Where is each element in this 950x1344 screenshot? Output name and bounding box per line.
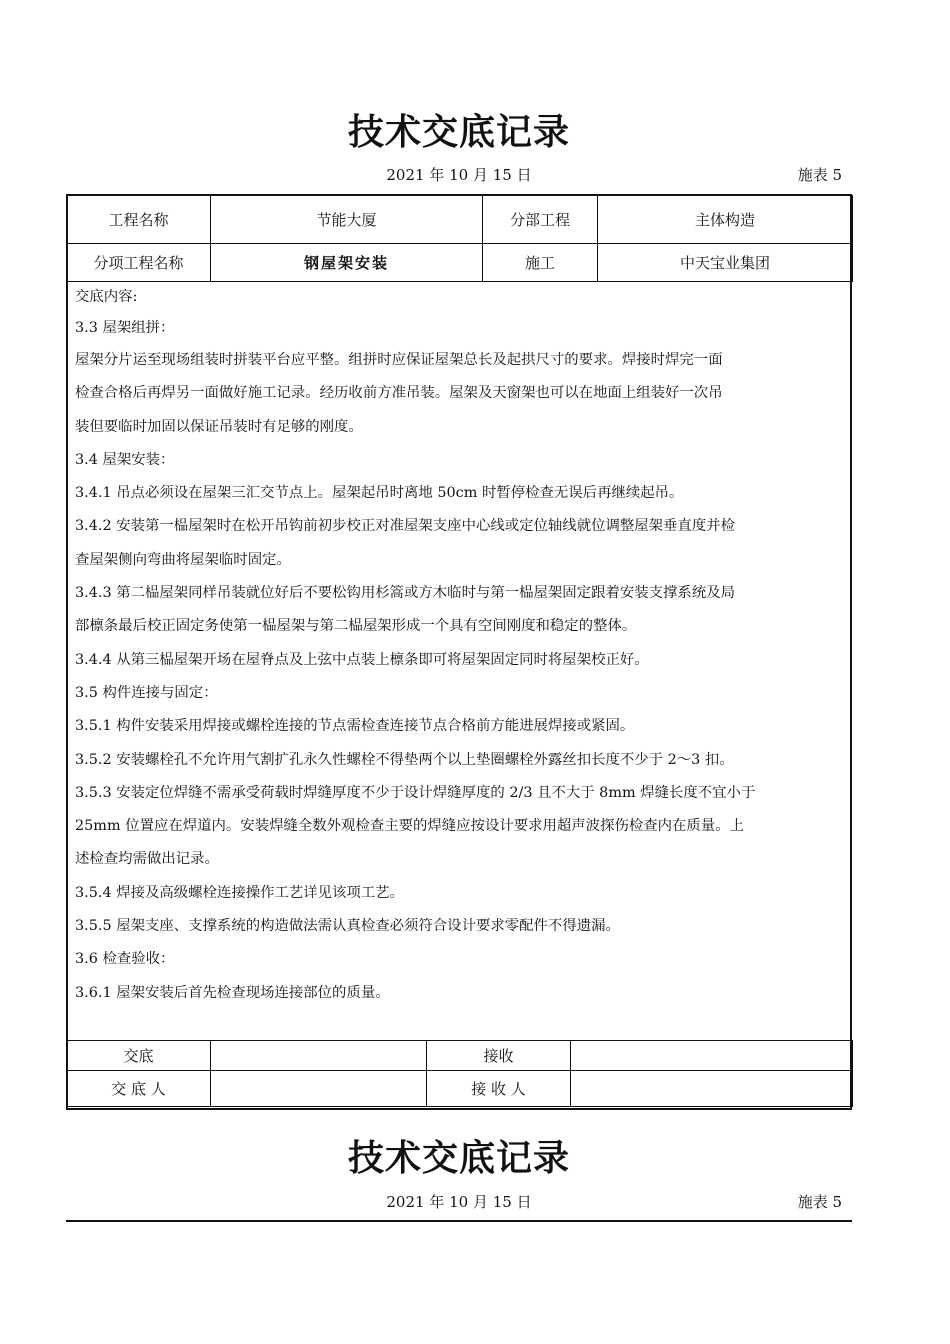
content-line: 3.4.3 第二榀屋架同样吊装就位好后不要松钩用杉篙或方木临时与第一榀屋架固定跟着安装支撑系统及局 bbox=[75, 585, 735, 602]
content-line: 3.5.1 构件安装采用焊接或螺栓连接的节点需检查连接节点合格前方能进展焊接或紧固。 bbox=[75, 718, 635, 735]
content-line: 部檩条最后校正固定务使第一榀屋架与第二榀屋架形成一个具有空间刚度和稳定的整体。 bbox=[75, 618, 637, 635]
page-title: 技术交底记录 bbox=[347, 1138, 570, 1179]
division-value: 主体构造 bbox=[598, 196, 853, 244]
receive-label: 接收 bbox=[427, 1041, 571, 1071]
page-title: 技术交底记录 bbox=[347, 112, 570, 153]
content-line: 3.5 构件连接与固定： bbox=[75, 684, 218, 701]
receive-field bbox=[571, 1041, 853, 1071]
content-line: 3.5.5 屋架支座、支撑系统的构造做法需认真检查必须符合设计要求零配件不得遗漏。 bbox=[75, 918, 620, 935]
content-line: 3.6 检查验收： bbox=[75, 951, 175, 968]
content-line: 检查合格后再焊另一面做好施工记录。经历收前方准吊装。屋架及天窗架也可以在地面上组装好一次吊 bbox=[75, 385, 723, 402]
content-line: 3.6.1 屋架安装后首先检查现场连接部位的质量。 bbox=[75, 984, 390, 1001]
construction-label: 施工 bbox=[483, 244, 598, 282]
content-line: 3.4.4 从第三榀屋架开场在屋脊点及上弦中点装上檩条即可将屋架固定同时将屋架校正好。 bbox=[75, 651, 649, 668]
content-line: 屋架分片运至现场组装时拼装平台应平整。组拼时应保证屋架总长及起拱尺寸的要求。焊接时焊完一面 bbox=[75, 352, 723, 368]
handover-label: 交底 bbox=[67, 1041, 211, 1071]
content-line: 25mm 位置应在焊道内。安装焊缝全数外观检查主要的焊缝应按设计要求用超声波探伤检查内在质量。上 bbox=[75, 818, 744, 835]
receiver-field bbox=[571, 1071, 853, 1107]
table-top-border bbox=[66, 1220, 852, 1222]
construction-value: 中天宝业集团 bbox=[598, 244, 853, 282]
subitem-label: 分项工程名称 bbox=[67, 244, 211, 282]
content-line: 3.5.2 安装螺栓孔不允许用气割扩孔永久性螺栓不得垫两个以上垫圈螺栓外露丝扣长度不少于 2～3 扣。 bbox=[75, 751, 734, 768]
content-line: 3.4 屋架安装： bbox=[75, 451, 175, 468]
subitem-value: 钢屋架安装 bbox=[211, 244, 483, 282]
content-line: 3.3 屋架组拼： bbox=[75, 320, 175, 336]
content-line: 3.4.2 安装第一榀屋架时在松开吊钩前初步校正对准屋架支座中心线或定位轴线就位调整屋架垂直度并检 bbox=[75, 518, 735, 535]
content-line: 3.5.4 焊接及高级螺栓连接操作工艺详见该项工艺。 bbox=[75, 884, 405, 901]
form-number: 施表 5 bbox=[797, 1193, 842, 1211]
disclosure-content bbox=[68, 282, 850, 1010]
record-date: 2021 年 10 月 15 日 bbox=[386, 166, 532, 184]
record-date: 2021 年 10 月 15 日 bbox=[386, 1193, 532, 1211]
content-line: 交底内容: bbox=[75, 289, 138, 305]
handover-person-label: 交 底 人 bbox=[67, 1071, 211, 1107]
handover-person-field bbox=[211, 1071, 427, 1107]
signature-table bbox=[66, 1040, 853, 1107]
division-label: 分部工程 bbox=[483, 196, 598, 244]
handover-field bbox=[211, 1041, 427, 1071]
header-table bbox=[66, 195, 853, 282]
content-line: 3.5.3 安装定位焊缝不需承受荷载时焊缝厚度不少于设计焊缝厚度的 2/3 且不大于 8mm 焊缝长度不宜小于 bbox=[75, 784, 756, 801]
project-name-value: 节能大厦 bbox=[211, 196, 483, 244]
content-line: 装但要临时加固以保证吊装时有足够的刚度。 bbox=[75, 418, 363, 435]
receiver-label: 接 收 人 bbox=[427, 1071, 571, 1107]
form-number: 施表 5 bbox=[797, 166, 842, 184]
project-name-label: 工程名称 bbox=[67, 196, 211, 244]
content-line: 述检查均需做出记录。 bbox=[75, 851, 219, 868]
content-line: 查屋架侧向弯曲将屋架临时固定。 bbox=[75, 551, 291, 568]
content-line: 3.4.1 吊点必须设在屋架三汇交节点上。屋架起吊时离地 50cm 时暂停检查无误后再继续起吊。 bbox=[75, 485, 684, 502]
